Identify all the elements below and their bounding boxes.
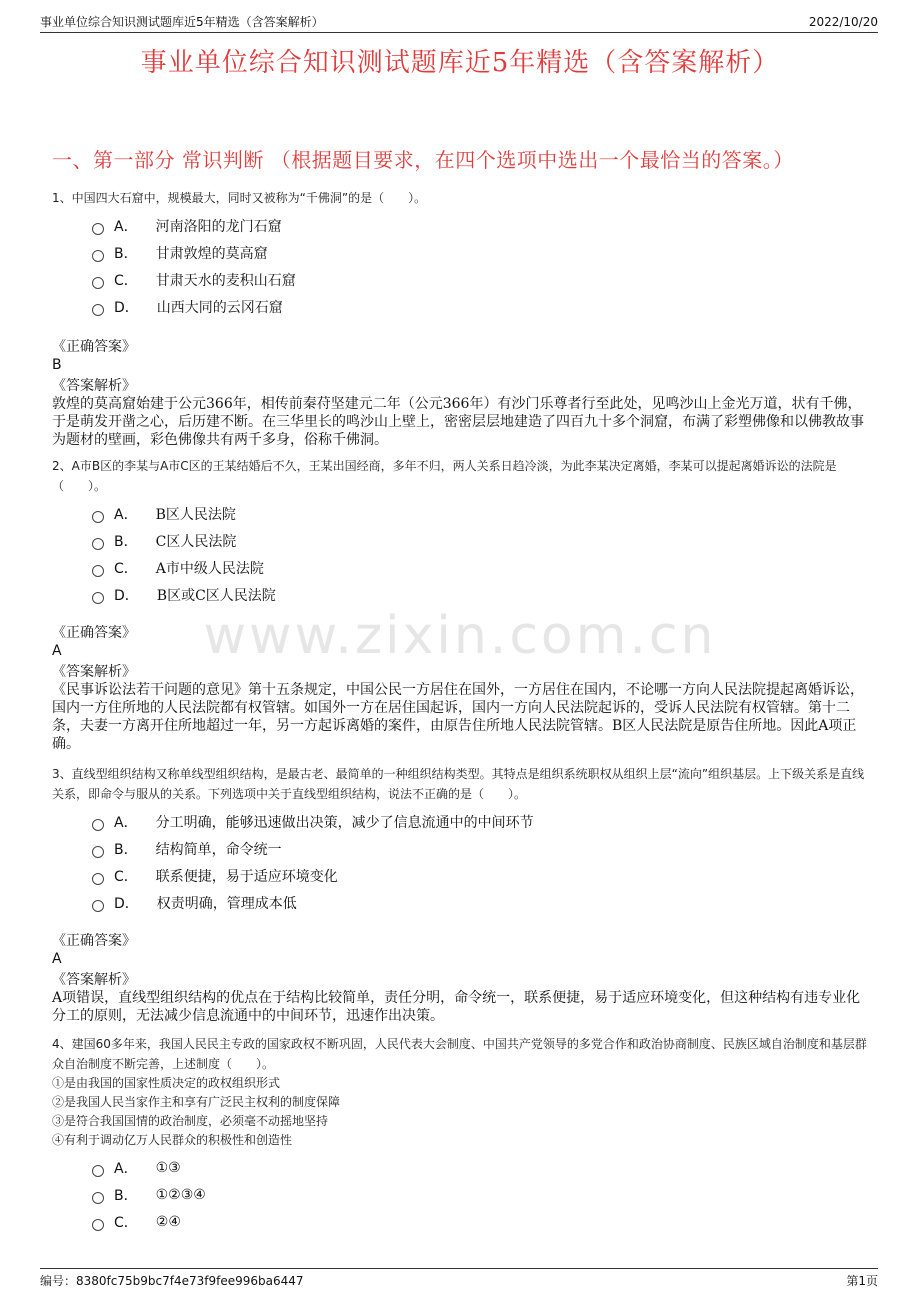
option-text: ①②③④ xyxy=(155,1186,206,1203)
option-text: 甘肃敦煌的莫高窟 xyxy=(155,245,268,262)
radio-icon[interactable] xyxy=(92,250,104,262)
option-list xyxy=(92,1154,868,1235)
radio-icon[interactable] xyxy=(92,511,104,523)
radio-icon[interactable] xyxy=(92,223,104,235)
option-c[interactable] xyxy=(92,554,868,581)
option-letter: C． xyxy=(114,868,138,885)
question-4 xyxy=(52,1034,868,1235)
statement-1: ①是由我国的国家性质决定的政权组织形式 xyxy=(52,1076,281,1090)
explanation-label: 《答案解析》 xyxy=(52,664,136,680)
option-a[interactable] xyxy=(92,500,868,527)
radio-icon[interactable] xyxy=(92,304,104,316)
option-letter: B． xyxy=(114,533,138,550)
option-d[interactable] xyxy=(92,581,868,608)
question-1 xyxy=(52,188,868,449)
header-date: 2022/10/20 xyxy=(808,15,878,29)
option-b[interactable] xyxy=(92,527,868,554)
explanation-text: 《民事诉讼法若干问题的意见》第十五条规定，中国公民一方居住在国外，一方居住在国内，不论哪一方向人民法院提起离婚诉讼，国内一方住所地的人民法院都有权管辖。如国外一方在居住国起诉，国内一方向人民法院起诉的，受诉人民法院有权管辖。第十二条，夫妻一方离开住所地超过一年，另一方起诉离婚的案件，由原告住所地人民法院管辖。B区人民法院是原告住所地。因此A项正确。 xyxy=(52,682,864,752)
option-letter: A． xyxy=(114,218,138,235)
statement-4: ④有利于调动亿万人民群众的积极性和创造性 xyxy=(52,1133,293,1147)
option-a[interactable] xyxy=(92,212,868,239)
answer-label: 《正确答案》 xyxy=(52,933,136,949)
question-3 xyxy=(52,764,868,1025)
option-c[interactable] xyxy=(92,1208,868,1235)
option-letter: A． xyxy=(114,506,138,523)
explanation-label: 《答案解析》 xyxy=(52,378,136,394)
document-title: 事业单位综合知识测试题库近5年精选（含答案解析） xyxy=(140,48,780,78)
option-letter: A． xyxy=(114,814,138,831)
radio-icon[interactable] xyxy=(92,592,104,604)
statement-2: ②是我国人民当家作主和享有广泛民主权利的制度保障 xyxy=(52,1095,341,1109)
option-text: 甘肃天水的麦积山石窟 xyxy=(155,272,296,289)
option-b[interactable] xyxy=(92,1181,868,1208)
section-heading: 一、第一部分 常识判断 （根据题目要求，在四个选项中选出一个最恰当的答案。） xyxy=(52,148,794,172)
radio-icon[interactable] xyxy=(92,1165,104,1177)
option-text: 河南洛阳的龙门石窟 xyxy=(155,218,282,235)
answer-label: 《正确答案》 xyxy=(52,625,136,641)
answer-label: 《正确答案》 xyxy=(52,339,136,355)
option-text: B区或C区人民法院 xyxy=(156,587,276,604)
answer-value: B xyxy=(52,357,62,373)
radio-icon[interactable] xyxy=(92,873,104,885)
option-d[interactable] xyxy=(92,293,868,320)
question-text: 3、直线型组织结构又称单线型组织结构，是最古老、最简单的一种组织结构类型。其特点是组织系统职权从组织上层“流向”组织基层。上下级关系是直线关系，即命令与服从的关系。下列选项中关于直线型组织结构，说法不正确的是（ ）。 xyxy=(52,767,865,801)
statement-3: ③是符合我国国情的政治制度，必须毫不动摇地坚持 xyxy=(52,1114,329,1128)
question-2 xyxy=(52,456,868,753)
option-text: 山西大同的云冈石窟 xyxy=(156,299,283,316)
option-letter: D． xyxy=(114,895,139,912)
option-a[interactable] xyxy=(92,1154,868,1181)
option-letter: C． xyxy=(114,560,138,577)
page-header xyxy=(40,12,878,33)
option-letter: D． xyxy=(114,299,139,316)
option-b[interactable] xyxy=(92,239,868,266)
option-letter: B． xyxy=(114,841,138,858)
option-text: ②④ xyxy=(155,1213,181,1230)
option-d[interactable] xyxy=(92,889,868,916)
header-doc-title: 事业单位综合知识测试题库近5年精选（含答案解析） xyxy=(40,15,324,29)
question-text: 2、A市B区的李某与A市C区的王某结婚后不久，王某出国经商，多年不归，两人关系日趋冷淡，为此李某决定离婚，李某可以提起离婚诉讼的法院是（ ）。 xyxy=(52,459,837,493)
option-letter: C． xyxy=(114,272,138,289)
option-list xyxy=(92,212,868,320)
option-list xyxy=(92,500,868,608)
option-c[interactable] xyxy=(92,862,868,889)
option-text: 结构简单，命令统一 xyxy=(155,841,282,858)
radio-icon[interactable] xyxy=(92,1219,104,1231)
option-list xyxy=(92,808,868,916)
option-a[interactable] xyxy=(92,808,868,835)
option-text: 分工明确，能够迅速做出决策，减少了信息流通中的中间环节 xyxy=(155,814,534,831)
page-footer xyxy=(40,1268,878,1289)
option-letter: C． xyxy=(114,1214,138,1231)
explanation-label: 《答案解析》 xyxy=(52,972,136,988)
option-text: 权责明确，管理成本低 xyxy=(156,895,297,912)
option-letter: B． xyxy=(114,245,138,262)
radio-icon[interactable] xyxy=(92,538,104,550)
option-letter: B． xyxy=(114,1187,138,1204)
page-number: 第1页 xyxy=(846,1274,878,1288)
radio-icon[interactable] xyxy=(92,1192,104,1204)
radio-icon[interactable] xyxy=(92,900,104,912)
explanation-text: 敦煌的莫高窟始建于公元366年，相传前秦苻坚建元二年（公元366年）有沙门乐尊者行至此处，见鸣沙山上金光万道，状有千佛，于是萌发开凿之心，后历建不断。在三华里长的鸣沙山上壁上，密密层层地建造了四百九十多个洞窟，布满了彩塑佛像和以佛教故事为题材的壁画，彩色佛像共有两千多身，俗称千佛洞。 xyxy=(52,396,864,448)
question-text: 1、中国四大石窟中，规模最大，同时又被称为“千佛洞”的是（ ）。 xyxy=(52,191,427,205)
option-text: B区人民法院 xyxy=(155,506,236,523)
explanation-text: A项错误，直线型组织结构的优点在于结构比较简单，责任分明，命令统一，联系便捷，易于适应环境变化，但这种结构有违专业化分工的原则，无法减少信息流通中的中间环节，迅速作出决策。 xyxy=(52,990,861,1024)
option-text: ①③ xyxy=(155,1159,181,1176)
radio-icon[interactable] xyxy=(92,277,104,289)
answer-value: A xyxy=(52,643,62,659)
option-letter: A． xyxy=(114,1160,138,1177)
option-c[interactable] xyxy=(92,266,868,293)
option-text: 联系便捷，易于适应环境变化 xyxy=(155,868,338,885)
radio-icon[interactable] xyxy=(92,565,104,577)
option-text: A市中级人民法院 xyxy=(155,560,264,577)
radio-icon[interactable] xyxy=(92,819,104,831)
document-code: 编号：8380fc75b9bc7f4e73f9fee996ba6447 xyxy=(40,1274,304,1288)
radio-icon[interactable] xyxy=(92,846,104,858)
watermark: www.zixin.com.cn xyxy=(203,606,717,666)
option-b[interactable] xyxy=(92,835,868,862)
option-letter: D． xyxy=(114,587,139,604)
option-text: C区人民法院 xyxy=(155,533,237,550)
question-text: 4、建国60多年来，我国人民民主专政的国家政权不断巩固，人民代表大会制度、中国共产党领导的多党合作和政治协商制度、民族区域自治制度和基层群众自治制度不断完善，上述制度（ ）。 xyxy=(52,1037,867,1071)
answer-value: A xyxy=(52,951,62,967)
